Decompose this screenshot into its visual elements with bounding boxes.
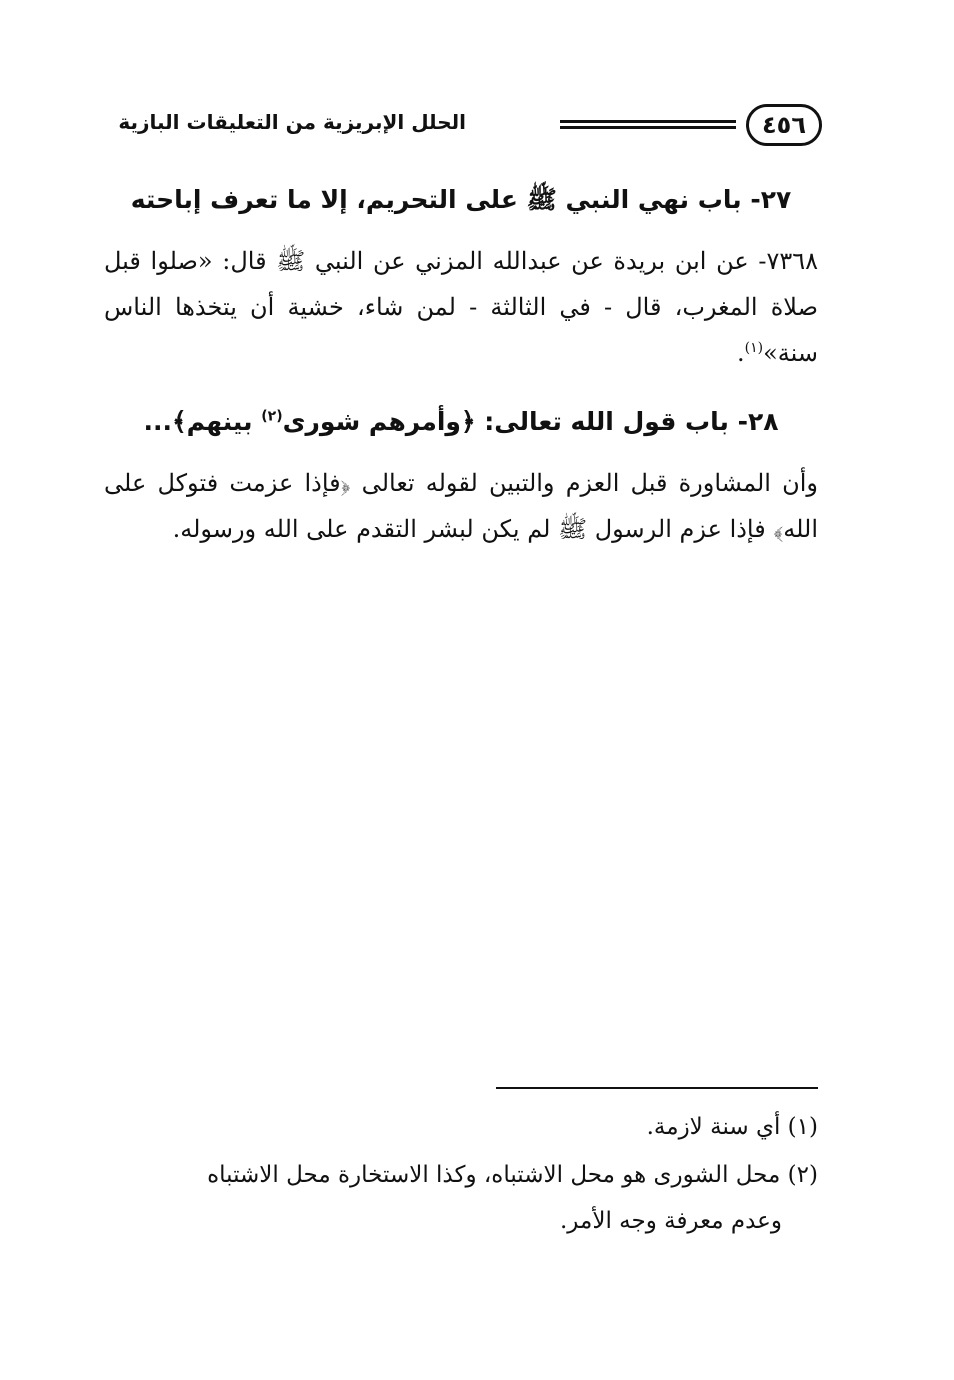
chapter-heading-27: ٢٧- باب نهي النبي ﷺ على التحريم، إلا ما تعرف إباحته [130, 185, 792, 214]
footnote-2-number: (٢) [787, 1162, 818, 1188]
footnote-ref-2[interactable]: (٢) [261, 408, 283, 425]
footnote-1-number: (١) [787, 1114, 818, 1140]
page-number: ٤٥٦ [746, 104, 822, 146]
footnote-ref-1[interactable]: (١) [744, 340, 764, 356]
hadith-7368 [104, 238, 818, 376]
header-double-rule [560, 120, 736, 129]
footnote-separator [496, 1087, 818, 1089]
main-text [104, 180, 818, 552]
footnote-1-text: أي سنة لازمة. [646, 1114, 781, 1140]
chapter-heading-28-text: ٢٨- باب قول الله تعالى: ﴿وأمرهم شورى [282, 407, 779, 436]
chapter-heading-28 [104, 402, 818, 442]
footnote-2-text: محل الشورى هو محل الاشتباه، وكذا الاستخارة محل الاشتباه [207, 1162, 781, 1188]
running-header [100, 98, 822, 158]
chapter-28-paragraph: وأن المشاورة قبل العزم والتبين لقوله تعالى ﴿فإذا عزمت فتوكل على الله﴾ فإذا عزم الرسول ﷺ لم يكن لبشر التقدم على الله ورسوله. [104, 469, 818, 543]
book-title: الحلل الإبريزية من التعليقات البازية [118, 110, 466, 134]
footnote-2-continuation: وعدم معرفة وجه الأمر. [560, 1208, 782, 1234]
hadith-7368-text: ٧٣٦٨- عن ابن بريدة عن عبدالله المزني عن النبي ﷺ قال: «صلوا قبل صلاة المغرب، قال - في الثالثة - لمن شاء، خشية أن يتخذها الناس سنة» [104, 247, 818, 367]
footnotes [104, 1104, 818, 1246]
hadith-7368-end: . [736, 339, 745, 367]
chapter-heading-28-end: بينهم﴾... [143, 407, 253, 436]
footnote-2 [104, 1152, 818, 1244]
footnote-1 [104, 1104, 818, 1150]
